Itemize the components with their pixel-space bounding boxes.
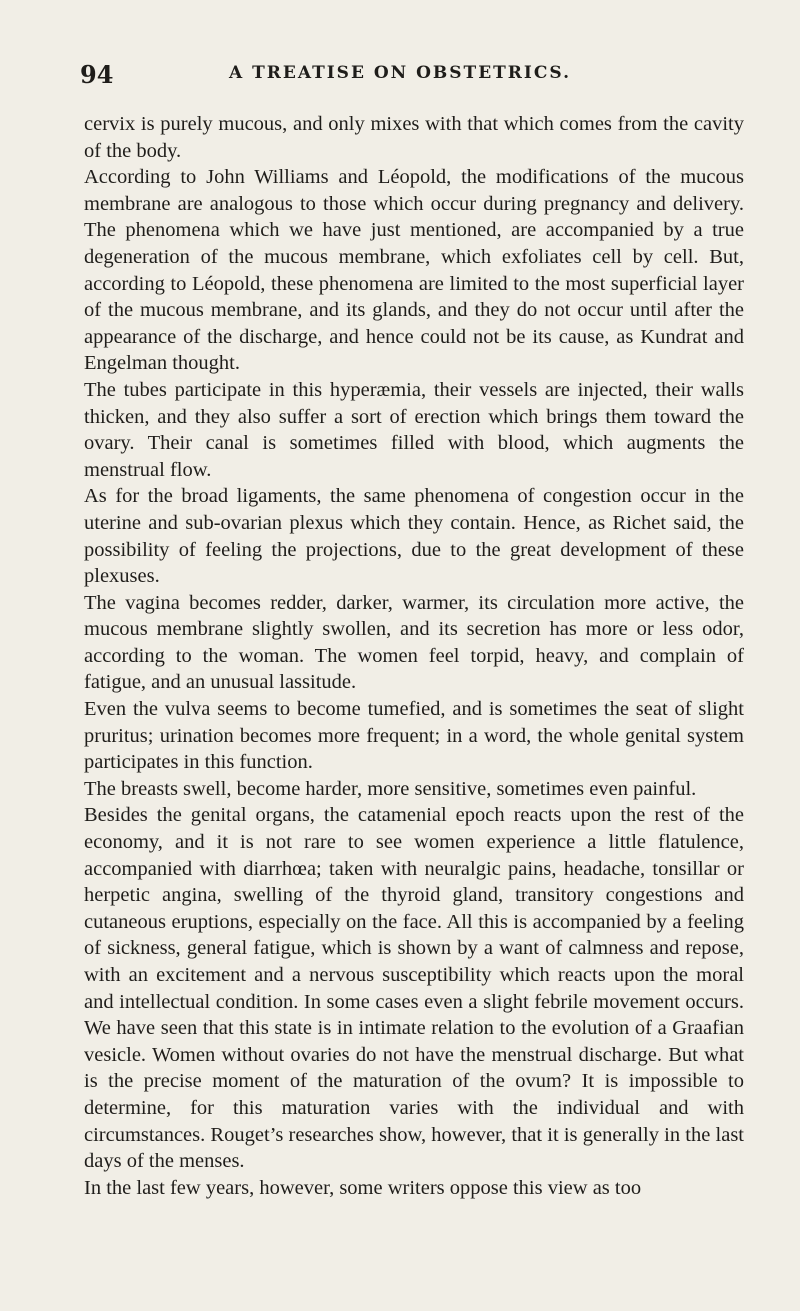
body-text [84, 111, 744, 1201]
paragraph: cervix is purely mucous, and only mixes with that which comes from the cavity of the body. [84, 113, 744, 162]
page-number: 94 [80, 60, 114, 89]
paragraph: According to John Williams and Léopold, the modifications of the mucous membrane are analogous to those which occur during pregnancy and delivery. The phenomena which we have just mentioned, are accompanied by a true degeneration of the mucous membrane, which exfoliates cell by cell. But, according to Léopold, these phenomena are limited to the most superficial layer of the mucous membrane, and its glands, and they do not occur until after the appearance of the discharge, and hence could not be its cause, as Kundrat and Engelman thought. [84, 166, 744, 375]
paragraph: The breasts swell, become harder, more sensitive, sometimes even painful. [84, 777, 697, 800]
paragraph: In the last few years, however, some writers oppose this view as too [84, 1176, 642, 1199]
paragraph: The vagina becomes redder, darker, warmer, its circulation more active, the mucous membrane slightly swollen, and its secretion has more or less odor, according to the woman. The women feel torpid, heavy, and complain of fatigue, and an unusual lassitude. [84, 591, 744, 694]
paragraph: Even the vulva seems to become tumefied, and is sometimes the seat of slight pruritus; urination becomes more frequent; in a word, the whole genital system participates in this function. [84, 698, 744, 774]
page-header [0, 60, 800, 90]
paragraph: As for the broad ligaments, the same phenomena of congestion occur in the uterine and sub-ovarian plexus which they contain. Hence, as Richet said, the possibility of feeling the projections, due to the great development of these plexuses. [84, 485, 744, 588]
paragraph: Besides the genital organs, the catamenial epoch reacts upon the rest of the economy, and it is not rare to see women experience a little flatulence, accompanied with diarrhœa; taken with neuralgic pains, headache, tonsillar or herpetic angina, swelling of the thyroid gland, transitory congestions and cutaneous eruptions, especially on the face. All this is accompanied by a feeling of sickness, general fatigue, which is shown by a want of calmness and repose, with an excitement and a nervous susceptibility which reacts upon the moral and intellectual condition. In some cases even a slight febrile movement occurs. We have seen that this state is in intimate relation to the evolution of a Graafian vesicle. Women without ovaries do not have the menstrual discharge. But what is the precise moment of the maturation of the ovum? It is impossible to determine, for this maturation varies with the individual and with circumstances. Rouget’s researches show, however, that it is generally in the last days of the menses. [84, 804, 744, 1173]
paragraph: The tubes participate in this hyperæmia, their vessels are injected, their walls thicken, and they also suffer a sort of erection which brings them toward the ovary. Their canal is sometimes filled with blood, which augments the menstrual flow. [84, 378, 744, 481]
running-title: A TREATISE ON OBSTETRICS. [228, 63, 572, 83]
